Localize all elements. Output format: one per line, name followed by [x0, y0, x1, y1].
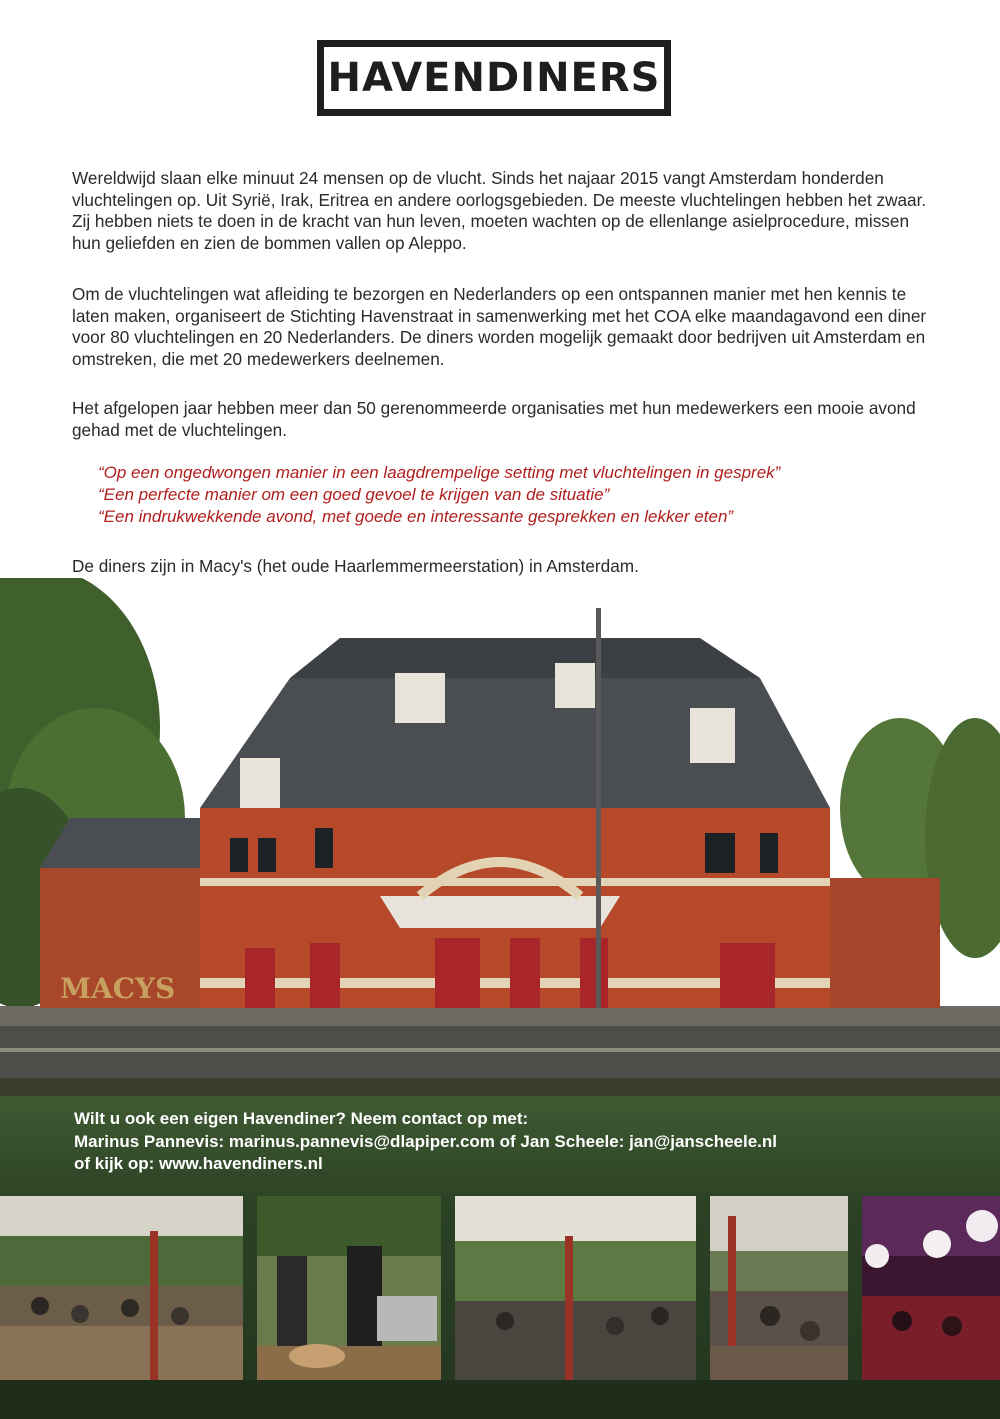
logo-text: HAVENDINERS — [327, 55, 661, 101]
paragraph-organisation: Om de vluchtelingen wat afleiding te bezorgen en Nederlanders op een ontspannen manier met hen kennis te laten maken, organiseert de Stichting Havenstraat in samenwerking met het COA elke maandagavond een diner voor 80 vluchtelingen en 20 Nederlanders. De diners worden mogelijk gemaakt door bedrijven uit Amsterdam en omstreken, die met 20 medewerkers deelnemen. — [72, 284, 927, 369]
building-photo — [0, 578, 1000, 1098]
macys-sign: MACYS — [60, 972, 176, 1005]
photo-dinner-terrace — [0, 1196, 243, 1380]
quote-3: “Een indrukwekkende avond, met goede en interessante gesprekken en lekker eten” — [98, 507, 734, 526]
paragraph-participants: Het afgelopen jaar hebben meer dan 50 gerenommeerde organisaties met hun medewerkers een mooie avond gehad met de vluchtelingen. — [72, 398, 916, 440]
contact-info — [74, 1108, 777, 1176]
footer-strip — [0, 1380, 1000, 1419]
quote-1: “Op een ongedwongen manier in een laagdrempelige setting met vluchtelingen in gesprek” — [98, 463, 781, 482]
photo-crowd-pavilion — [455, 1196, 696, 1380]
photo-cooking — [257, 1196, 441, 1380]
building-illustration — [0, 578, 1000, 1098]
contact-website: of kijk op: www.havendiners.nl — [74, 1154, 323, 1173]
photo-party — [862, 1196, 1000, 1380]
location-text: De diners zijn in Macy's (het oude Haarlemmermeerstation) in Amsterdam. — [72, 556, 639, 576]
paragraph-intro: Wereldwijd slaan elke minuut 24 mensen op de vlucht. Sinds het najaar 2015 vangt Amsterdam honderden vluchtelingen op. Uit Syrië, Irak, Eritrea en andere oorlogsgebieden. De meeste vluchtelingen hebben het zwaar. Zij hebben niets te doen in de kracht van hun leven, moeten wachten op de ellenlange asielprocedure, missen hun geliefden en zien de bommen vallen op Aleppo. — [72, 168, 927, 253]
testimonials — [98, 462, 958, 528]
photo-guests-inside — [710, 1196, 848, 1380]
contact-persons: Marinus Pannevis: marinus.pannevis@dlapiper.com of Jan Scheele: jan@janscheele.nl — [74, 1131, 777, 1151]
contact-call-to-action: Wilt u ook een eigen Havendiner? Neem contact op met: — [74, 1109, 529, 1128]
logo — [317, 40, 671, 116]
quote-2: “Een perfecte manier om een goed gevoel te krijgen van de situatie” — [98, 485, 610, 504]
